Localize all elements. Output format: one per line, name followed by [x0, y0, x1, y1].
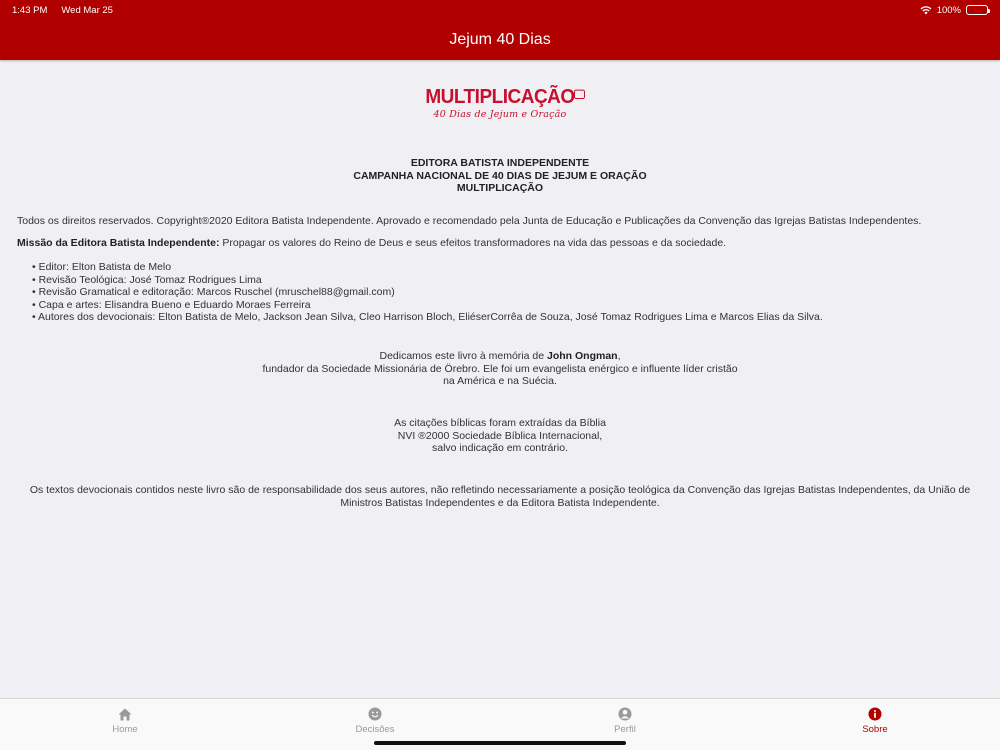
tab-label: Decisões	[355, 724, 395, 735]
credit-item: • Editor: Elton Batista de Melo	[32, 261, 982, 274]
credit-item: • Revisão Gramatical e editoração: Marcos Ruschel (mruschel88@gmail.com)	[32, 286, 982, 299]
status-right	[920, 5, 988, 16]
tab-label: Sobre	[862, 724, 888, 735]
multiplicacao-logo	[0, 86, 1000, 121]
disclaimer-text: Os textos devocionais contidos neste livro são de responsabilidade dos seus autores, não refletindo necessariamente a posição teológica da Convenção das Igrejas Batistas Independentes, da União de Ministros Batistas Independentes e da Editora Batista Independente.	[29, 484, 971, 509]
info-icon	[868, 707, 882, 721]
wifi-icon	[920, 5, 932, 15]
dedication-text: Dedicamos este livro à memória de John Ongman, fundador da Sociedade Missionária de Örebro. Ele foi um evangelista enérgico e influente líder cristão na América e na Suécia.	[262, 350, 738, 387]
page-title: Jejum 40 Dias	[449, 31, 551, 48]
logo-wordmark: MULTIPLICAÇÃO	[425, 92, 574, 105]
tab-home[interactable]	[0, 699, 250, 750]
rights-text: Todos os direitos reservados. Copyright®2020 Editora Batista Independente. Aprovado e recomendado pela Junta de Educação e Publicações da Convenção das Igrejas Batistas Independentes.	[17, 215, 922, 227]
battery-icon	[966, 5, 988, 15]
credit-item: • Capa e artes: Elisandra Bueno e Eduardo Moraes Ferreira	[32, 299, 982, 312]
credit-item: • Revisão Teológica: José Tomaz Rodrigues Lima	[32, 274, 982, 287]
citations-text: As citações bíblicas foram extraídas da Bíblia NVI ®2000 Sociedade Bíblica Internacional, salvo indicação em contrário.	[394, 417, 606, 454]
nav-bar	[0, 20, 1000, 60]
home-indicator	[374, 741, 626, 745]
publisher-line: EDITORA BATISTA INDEPENDENTE	[410, 157, 590, 169]
credit-item: • Autores dos devocionais: Elton Batista de Melo, Jackson Jean Silva, Cleo Harrison Bloch, EliéserCorrêa de Souza, José Tomaz Rodrigues Lima e Marcos Elias da Silva.	[32, 311, 982, 324]
smile-icon	[368, 707, 382, 721]
publisher-line: CAMPANHA NACIONAL DE 40 DIAS DE JEJUM E ORAÇÃO	[353, 169, 647, 182]
tab-label: Perfil	[614, 724, 636, 735]
status-bar	[0, 0, 1000, 20]
dedication-name: John Ongman	[546, 350, 618, 362]
about-content	[0, 60, 1000, 698]
credits-list	[32, 261, 982, 324]
publisher-heading	[0, 157, 1000, 195]
mission-text	[17, 237, 987, 250]
home-icon	[118, 707, 132, 721]
battery-percent: 100%	[936, 4, 961, 16]
user-icon	[618, 707, 632, 721]
publisher-line: MULTIPLICAÇÃO	[456, 182, 544, 194]
logo-chat-icon	[574, 90, 585, 99]
mission-body: Propagar os valores do Reino de Deus e seus efeitos transformadores na vida das pessoas e da sociedade.	[219, 237, 727, 249]
status-time: 1:43 PM	[12, 4, 48, 16]
tab-sobre[interactable]	[750, 699, 1000, 750]
status-date: Wed Mar 25	[61, 4, 113, 16]
tab-label: Home	[112, 724, 138, 735]
logo-tagline: 40 Dias de Jejum e Oração	[433, 108, 567, 120]
mission-label: Missão da Editora Batista Independente:	[17, 237, 220, 249]
